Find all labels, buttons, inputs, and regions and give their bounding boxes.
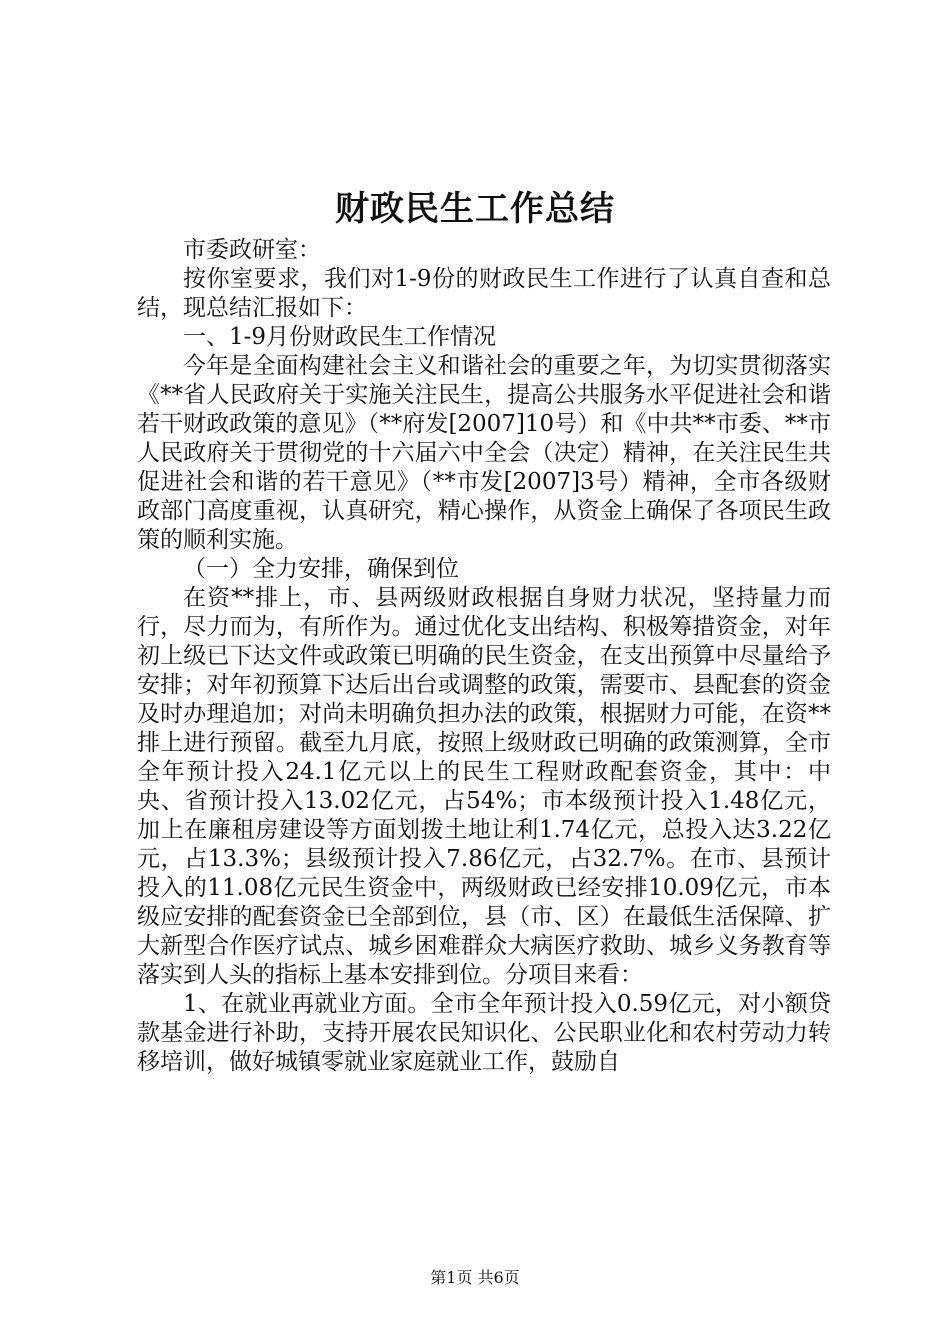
body-paragraph: 1、在就业再就业方面。全市全年预计投入0.59亿元，对小额贷款基金进行补助，支持开展农民知识化、公民职业化和农村劳动力转移培训，做好城镇零就业家庭就业工作，鼓励自 xyxy=(137,991,831,1075)
intro-paragraph: 按你室要求，我们对1-9份的财政民生工作进行了认真自查和总结，现总结汇报如下： xyxy=(137,266,831,321)
subsection-heading: （一）全力安排，确保到位 xyxy=(183,556,459,582)
body-paragraph: 在资**排上，市、县两级财政根据自身财力状况，坚持量力而行，尽力而为，有所作为。通过优化支出结构、积极筹措资金，对年初上级已下达文件或政策已明确的民生资金，在支出预算中尽量给予安排；对年初预算下达后出台或调整的政策，需要市、县配套的资金及时办理追加；对尚未明确负担办法的政策，根据财力可能，在资**排上进行预留。截至九月底，按照上级财政已明确的政策测算，全市全年预计投入24.1亿元以上的民生工程财政配套资金，其中：中央、省预计投入13.02亿元，占54%；市本级预计投入1.48亿元，加上在廉租房建设等方面划拨土地让利1.74亿元，总投入达3.22亿元，占13.3%；县级预计投入7.86亿元，占32.7%。在市、县预计投入的11.08亿元民生资金中，两级财政已经安排10.09亿元，市本级应安排的配套资金已全部到位，县（市、区）在最低生活保障、扩大新型合作医疗试点、城乡困难群众大病医疗救助、城乡义务教育等落实到人头的指标上基本安排到位。分项目来看： xyxy=(137,585,831,988)
page-footer: 第1页 共6页 xyxy=(430,1268,520,1287)
document-body xyxy=(137,236,831,1077)
section-heading: 一、1-9月份财政民生工作情况 xyxy=(183,324,497,350)
salutation: 市委政研室： xyxy=(183,237,321,263)
body-paragraph: 今年是全面构建社会主义和谐社会的重要之年，为切实贯彻落实《**省人民政府关于实施关注民生，提高公共服务水平促进社会和谐若干财政政策的意见》（**府发[2007]10号）和《中共**市委、**市人民政府关于贯彻党的十六届六中全会（决定）精神，在关注民生共促进社会和谐的若干意见》（**市发[2007]3号）精神，全市各级财政部门高度重视，认真研究，精心操作，从资金上确保了各项民生政策的顺利实施。 xyxy=(137,353,831,553)
document-title: 财政民生工作总结 xyxy=(335,189,615,229)
